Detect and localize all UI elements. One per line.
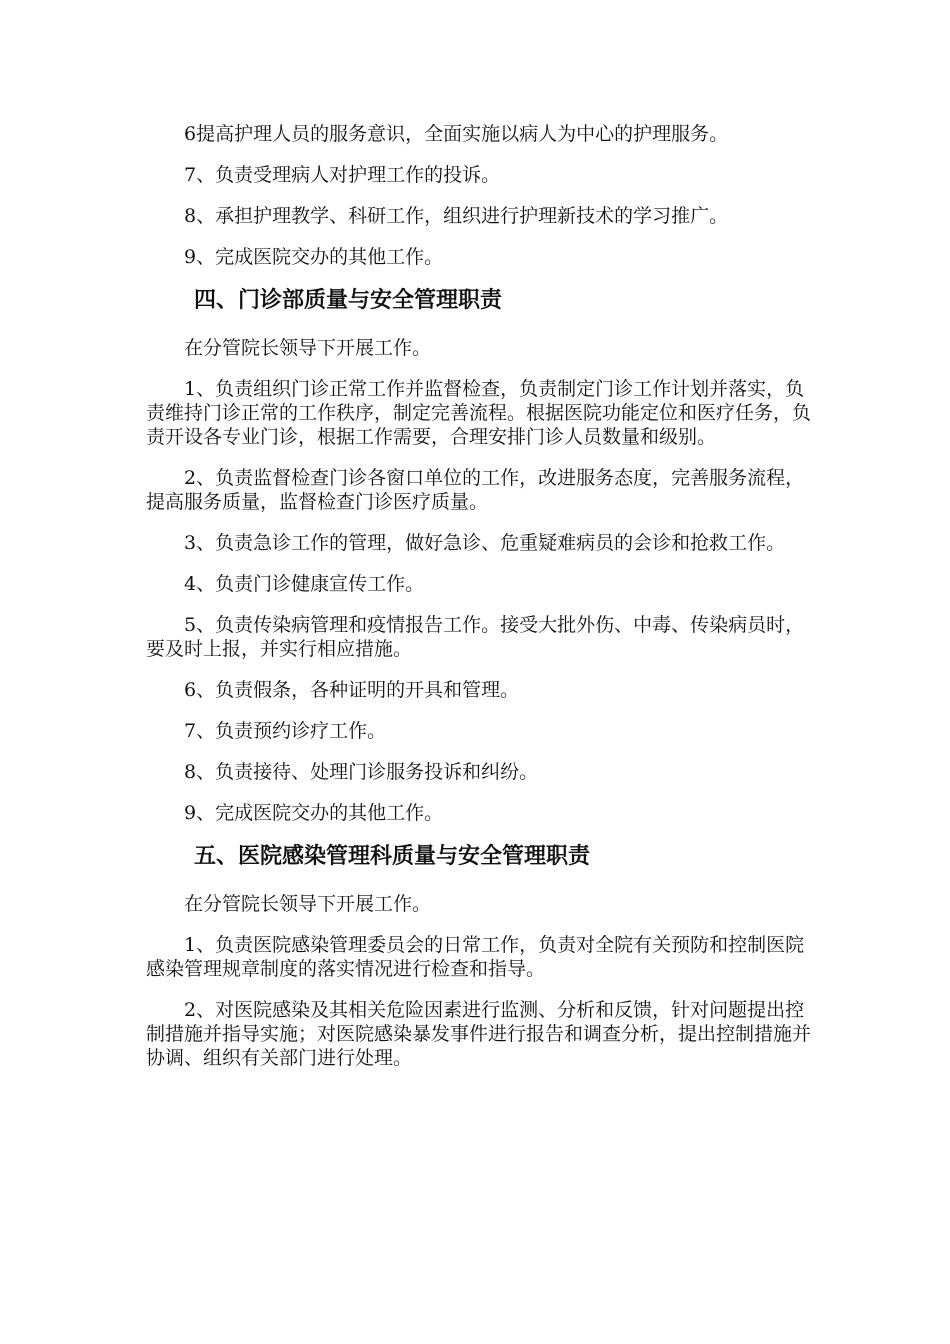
paragraph-nursing-7: 7、负责受理病人对护理工作的投诉。 (184, 164, 501, 186)
paragraph-outpatient-2: 2、负责监督检查门诊各窗口单位的工作，改进服务态度，完善服务流程，提高服务质量，监督检查门诊医疗质量。 (146, 467, 805, 513)
paragraph-outpatient-6: 6、负责假条，各种证明的开具和管理。 (184, 679, 520, 701)
paragraph-outpatient-3: 3、负责急诊工作的管理，做好急诊、危重疑难病员的会诊和抢救工作。 (184, 532, 786, 554)
paragraph-outpatient-7: 7、负责预约诊疗工作。 (184, 720, 387, 742)
paragraph-infection-2: 2、对医院感染及其相关危险因素进行监测、分析和反馈，针对问题提出控制措施并指导实施；对医院感染暴发事件进行报告和调查分析，提出控制措施并协调、组织有关部门进行处理。 (146, 999, 812, 1069)
paragraph-outpatient-intro: 在分管院长领导下开展工作。 (184, 337, 432, 359)
document-page (146, 122, 816, 1087)
paragraph-outpatient-9: 9、完成医院交办的其他工作。 (184, 802, 444, 824)
paragraph-outpatient-5: 5、负责传染病管理和疫情报告工作。接受大批外伤、中毒、传染病员时，要及时上报，并实行相应措施。 (146, 614, 805, 660)
paragraph-nursing-6: 6提高护理人员的服务意识，全面实施以病人为中心的护理服务。 (184, 123, 729, 145)
paragraph-outpatient-4: 4、负责门诊健康宣传工作。 (184, 573, 425, 595)
paragraph-infection-1: 1、负责医院感染管理委员会的日常工作，负责对全院有关预防和控制医院感染管理规章制度的落实情况进行检查和指导。 (146, 934, 805, 980)
paragraph-outpatient-1: 1、负责组织门诊正常工作并监督检查，负责制定门诊工作计划并落实，负责维持门诊正常的工作秩序，制定完善流程。根据医院功能定位和医疗任务，负责开设各专业门诊，根据工作需要，合理安排门诊人员数量和级别。 (146, 378, 812, 448)
paragraph-nursing-8: 8、承担护理教学、科研工作，组织进行护理新技术的学习推广。 (184, 205, 729, 227)
section-heading-outpatient: 四、门诊部质量与安全管理职责 (194, 288, 503, 313)
paragraph-outpatient-8: 8、负责接待、处理门诊服务投诉和纠纷。 (184, 761, 539, 783)
paragraph-nursing-9: 9、完成医院交办的其他工作。 (184, 246, 444, 268)
paragraph-infection-intro: 在分管院长领导下开展工作。 (184, 893, 432, 915)
section-heading-infection-control: 五、医院感染管理科质量与安全管理职责 (194, 844, 591, 869)
